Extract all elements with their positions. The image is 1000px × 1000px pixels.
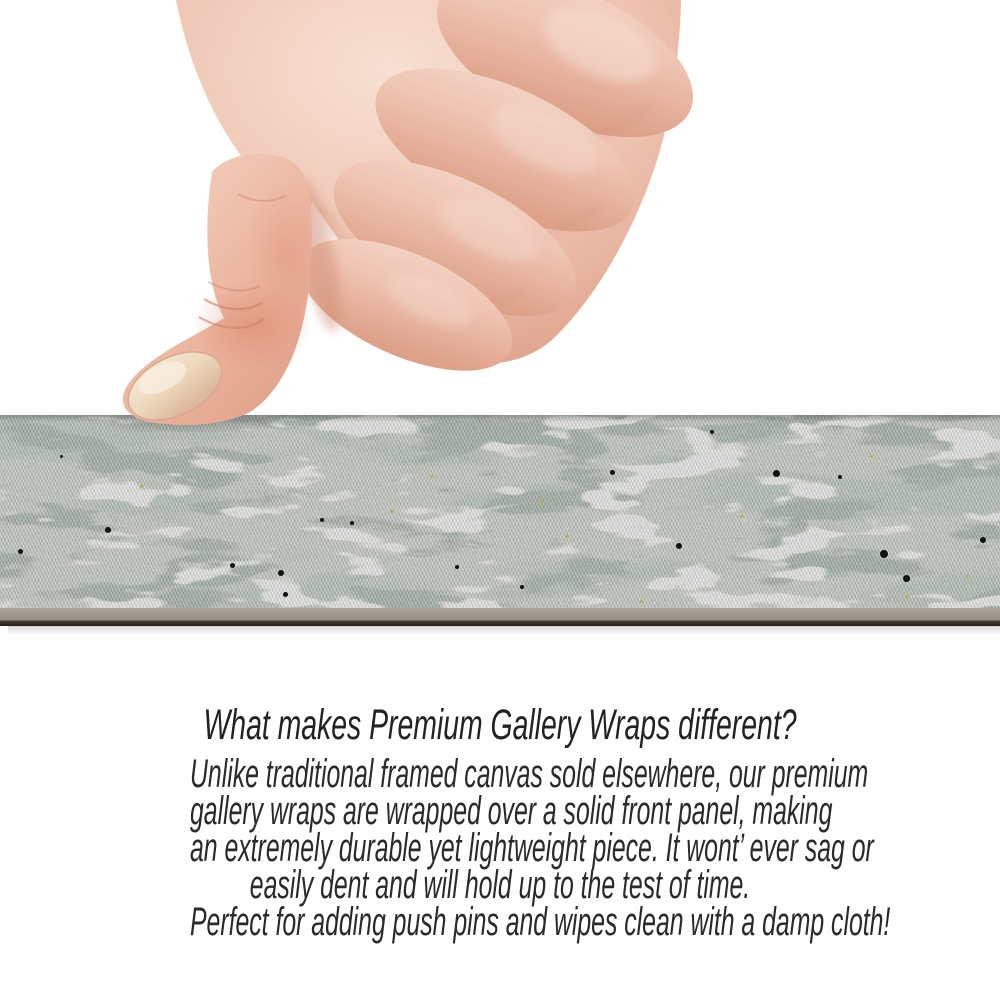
canvas-texture-strip (0, 415, 1000, 628)
body-text-line: Unlike traditional framed canvas sold elsewhere, our premium (190, 752, 869, 796)
canvas-side-edge (0, 608, 1000, 620)
info-text-block (0, 701, 1000, 944)
canvas-dark-edge (0, 620, 1000, 626)
paint-specks (0, 415, 1000, 608)
canvas-paint-texture (0, 415, 1000, 608)
section-heading: What makes Premium Gallery Wraps different? (203, 701, 797, 749)
body-text-line: gallery wraps are wrapped over a solid front panel, making (190, 789, 833, 833)
body-text-line: an extremely durable yet lightweight piece. It wont’ ever sag or (190, 826, 874, 870)
hand-pressing-thumb-photo (0, 0, 1000, 435)
body-text-line: easily dent and will hold up to the test of time. (249, 863, 751, 907)
body-text-line: Perfect for adding push pins and wipes clean with a damp cloth! (190, 900, 891, 944)
